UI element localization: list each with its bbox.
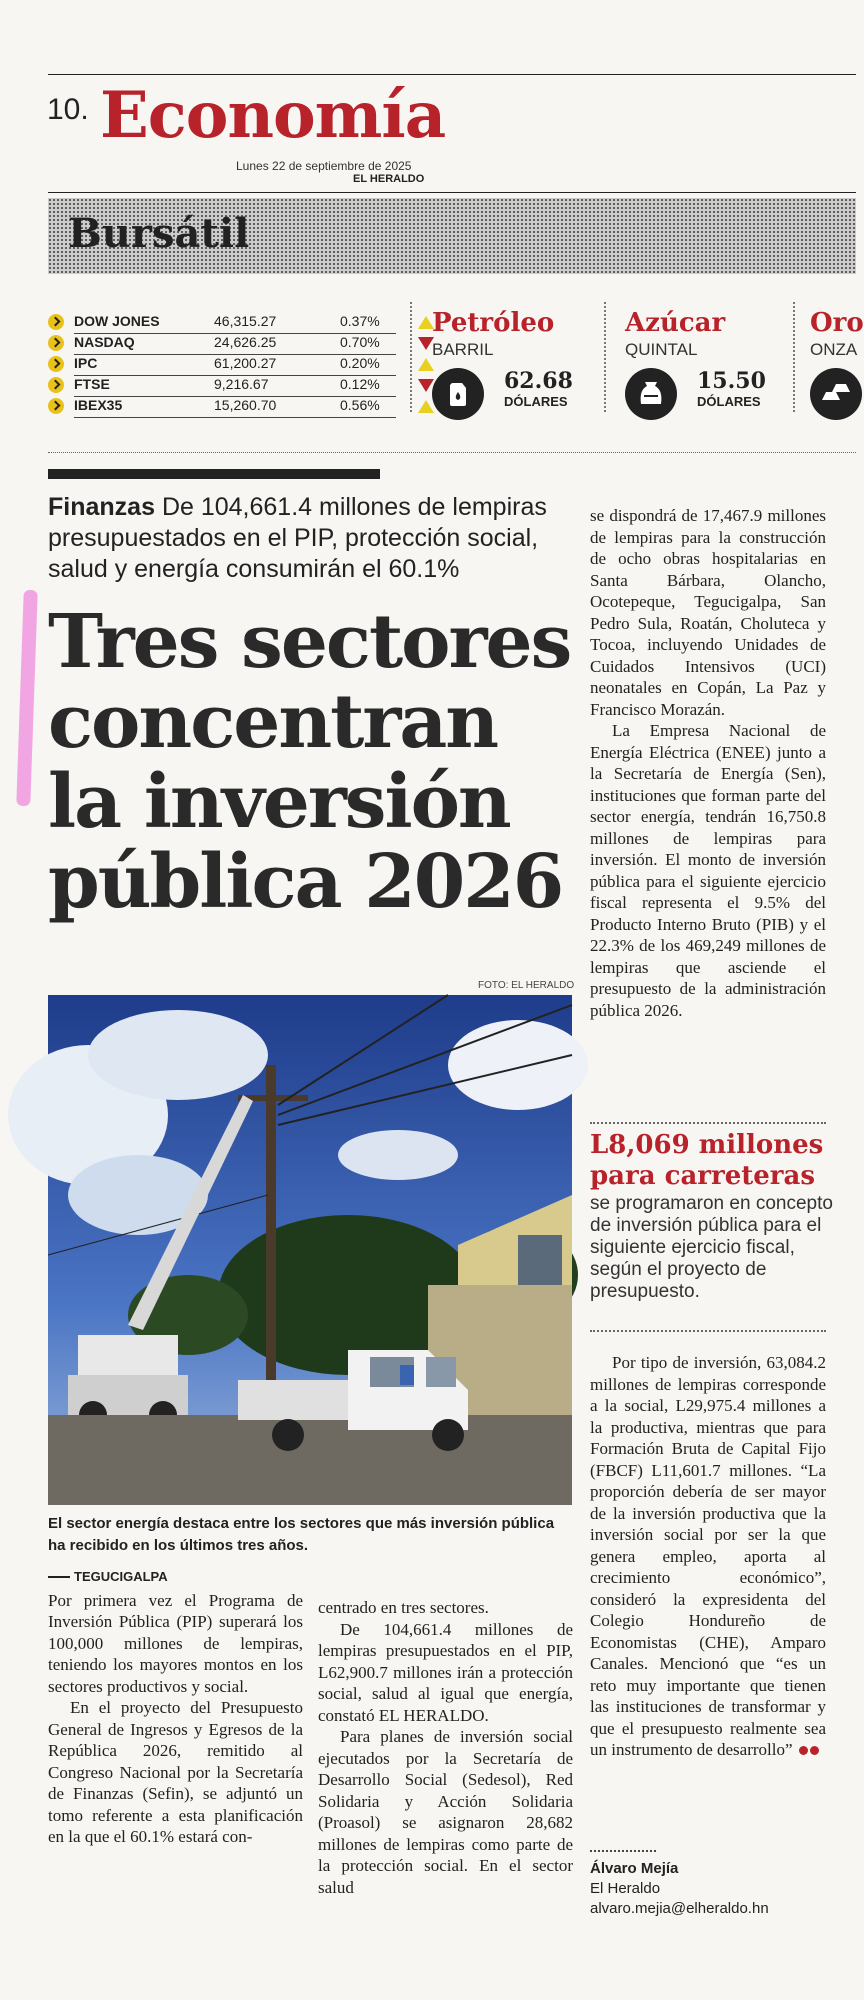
end-mark-icon	[810, 1746, 819, 1755]
market-row	[48, 376, 388, 396]
page-number: 10.	[47, 93, 89, 126]
market-row	[48, 334, 388, 354]
kicker-bar	[48, 469, 380, 479]
body-paragraph: Por primera vez el Programa de Inversión Pública (PIP) superará los 100,000 millones de lempiras, teniendo los mayores montos en los sectores productivos y social.	[48, 1590, 303, 1696]
commodity-currency: DÓLARES	[697, 394, 761, 409]
column-divider	[604, 302, 606, 412]
index-change: 0.56%	[340, 397, 380, 413]
chevron-right-icon	[48, 335, 64, 351]
commodity-unit: QUINTAL	[625, 340, 698, 359]
commodity-name: Petróleo	[432, 308, 555, 338]
index-value: 15,260.70	[214, 397, 277, 413]
index-name: DOW JONES	[74, 313, 160, 329]
column-divider	[793, 302, 795, 412]
gold-bars-icon	[810, 368, 862, 420]
end-mark-icon	[799, 1746, 808, 1755]
dateline-wrap	[48, 1565, 303, 1588]
index-name: NASDAQ	[74, 334, 135, 350]
market-row	[48, 355, 388, 375]
commodity-currency: DÓLARES	[504, 394, 568, 409]
callout-rule	[590, 1330, 826, 1332]
chevron-right-icon	[48, 356, 64, 372]
chevron-right-icon	[48, 314, 64, 330]
callout-title: L8,069 millones para carreteras	[590, 1130, 824, 1191]
commodity-price: 62.68	[504, 368, 573, 394]
kicker-label: Finanzas	[48, 493, 155, 521]
photo-credit: FOTO: EL HERALDO	[478, 980, 575, 991]
body-paragraph: Por tipo de inversión, 63,084.2 millones de lempiras corresponde a la social, L29,975.4 millones a la productiva, mientras que para Formación Bruta de Capital Fijo (FBCF) L11,601.7 millones. “La proporción debería de ser mayor de la inversión productiva que la inversión social por ser la que genera empleo, aporta al crecimiento económico”, consideró la expresidenta del Colegio Hondureño de Economistas (CHE), Amparo Canales. Mencionó que “es un reto muy importante que tienen las instituciones de transformar y que el presupuesto realmente sea un instrumento de desarrollo”	[590, 1353, 826, 1759]
publication-date: Lunes 22 de septiembre de 2025	[236, 159, 412, 173]
author-email: alvaro.mejia@elheraldo.hn	[590, 1900, 769, 1917]
body-paragraph: En el proyecto del Presupuesto General de Ingresos y Egresos de la República 2026, remitido al Congreso Nacional por la Secretaría de Finanzas (Sefin), se adjuntó un tomo referente a esta planificación en la que el 60.1% estará con-	[48, 1698, 303, 1846]
dateline: TEGUCIGALPA	[74, 1569, 168, 1584]
commodity-gold	[810, 308, 864, 428]
commodity-name: Oro	[810, 308, 864, 338]
commodity-name: Azúcar	[625, 308, 726, 338]
body-column-3	[590, 505, 826, 1021]
body-paragraph: La Empresa Nacional de Energía Eléctrica (ENEE) junto a la Secretaría de Energía (Sen), instituciones que forman parte del sector energía, tendrán 16,750.8 millones de lempiras para inversión. El monto de inversión pública para el siguiente ejercicio fiscal representa el 9.5% del Producto Interno Bruto (PIB) y el 22.3% de los 469,249 millones de lempiras que asciende el presupuesto de la administración pública 2026.	[590, 721, 826, 1020]
callout-body: se programaron en concepto de inversión pública para el siguiente ejercicio fiscal, según el proyecto de presupuesto.	[590, 1193, 833, 1302]
body-paragraph: centrado en tres sectores.	[318, 1598, 489, 1617]
market-label: Bursátil	[68, 210, 250, 257]
author-organization: El Heraldo	[590, 1880, 661, 1897]
body-column-1	[48, 1565, 303, 1848]
callout-rule	[590, 1122, 826, 1124]
row-divider	[74, 417, 396, 418]
author-name: Álvaro Mejía	[590, 1860, 679, 1877]
body-paragraph: Para planes de inversión social ejecutados por la Secretaría de Desarrollo Social (Sedesol), Red Solidaria y Acción Solidaria (Proasol) se asignaron 28,682 millones de lempiras como parte de la protección social. En el sector salud	[318, 1727, 573, 1897]
index-name: FTSE	[74, 376, 110, 392]
top-rule	[48, 74, 856, 75]
photo-caption: El sector energía destaca entre los sectores que más inversión pública ha recibido en los últimos tres años.	[48, 1515, 555, 1554]
dateline-dash	[48, 1576, 70, 1578]
article-headline: Tres sectores concentran la inversión pública 2026	[48, 599, 571, 925]
body-column-3b	[590, 1352, 826, 1761]
index-name: IPC	[74, 355, 98, 371]
commodity-unit: ONZA	[810, 340, 858, 359]
index-value: 46,315.27	[214, 313, 277, 329]
commodity-oil	[432, 308, 602, 428]
chevron-right-icon	[48, 377, 64, 393]
market-row	[48, 313, 388, 333]
chevron-right-icon	[48, 398, 64, 414]
commodity-unit: BARRIL	[432, 340, 494, 359]
index-change: 0.70%	[340, 334, 380, 350]
sugar-sack-icon	[625, 368, 677, 420]
oil-drop-icon	[432, 368, 484, 420]
index-change: 0.12%	[340, 376, 380, 392]
column-divider	[410, 302, 412, 412]
index-change: 0.20%	[340, 355, 380, 371]
commodity-price: 15.50	[697, 368, 766, 394]
kicker-text: De 104,661.4 millones de lempiras presupuestados en el PIP, protección social, salud y energía consumirán el 60.1%	[48, 493, 547, 583]
index-value: 61,200.27	[214, 355, 277, 371]
market-row	[48, 397, 388, 417]
newspaper-name: EL HERALDO	[353, 173, 425, 185]
index-change: 0.37%	[340, 313, 380, 329]
highlighter-mark	[16, 590, 38, 806]
body-paragraph: De 104,661.4 millones de lempiras presupuestados en el PIP, L62,900.7 millones irán a protección social, salud al igual que energía, constató EL HERALDO.	[318, 1619, 573, 1725]
index-name: IBEX35	[74, 397, 123, 413]
section-title: Economía	[100, 78, 446, 153]
article-kicker	[48, 492, 578, 585]
author-rule	[590, 1850, 656, 1852]
commodity-sugar	[625, 308, 785, 428]
index-value: 24,626.25	[214, 334, 277, 350]
market-bottom-rule	[48, 452, 856, 454]
body-paragraph: se dispondrá de 17,467.9 millones de lempiras para la construcción de ocho obras hospitalarias en Santa Bárbara, Olancho, Ocotepeque, Tegucigalpa, San Pedro Sula, Roatán, Choluteca y Tocoa, incluyendo Unidades de Cuidados Intensivos (UCI) neonatales en Copán, La Paz y Francisco Morazán.	[590, 506, 826, 719]
header-rule	[48, 192, 856, 193]
index-value: 9,216.67	[214, 376, 269, 392]
body-column-2	[318, 1597, 573, 1898]
article-photo	[48, 995, 572, 1505]
